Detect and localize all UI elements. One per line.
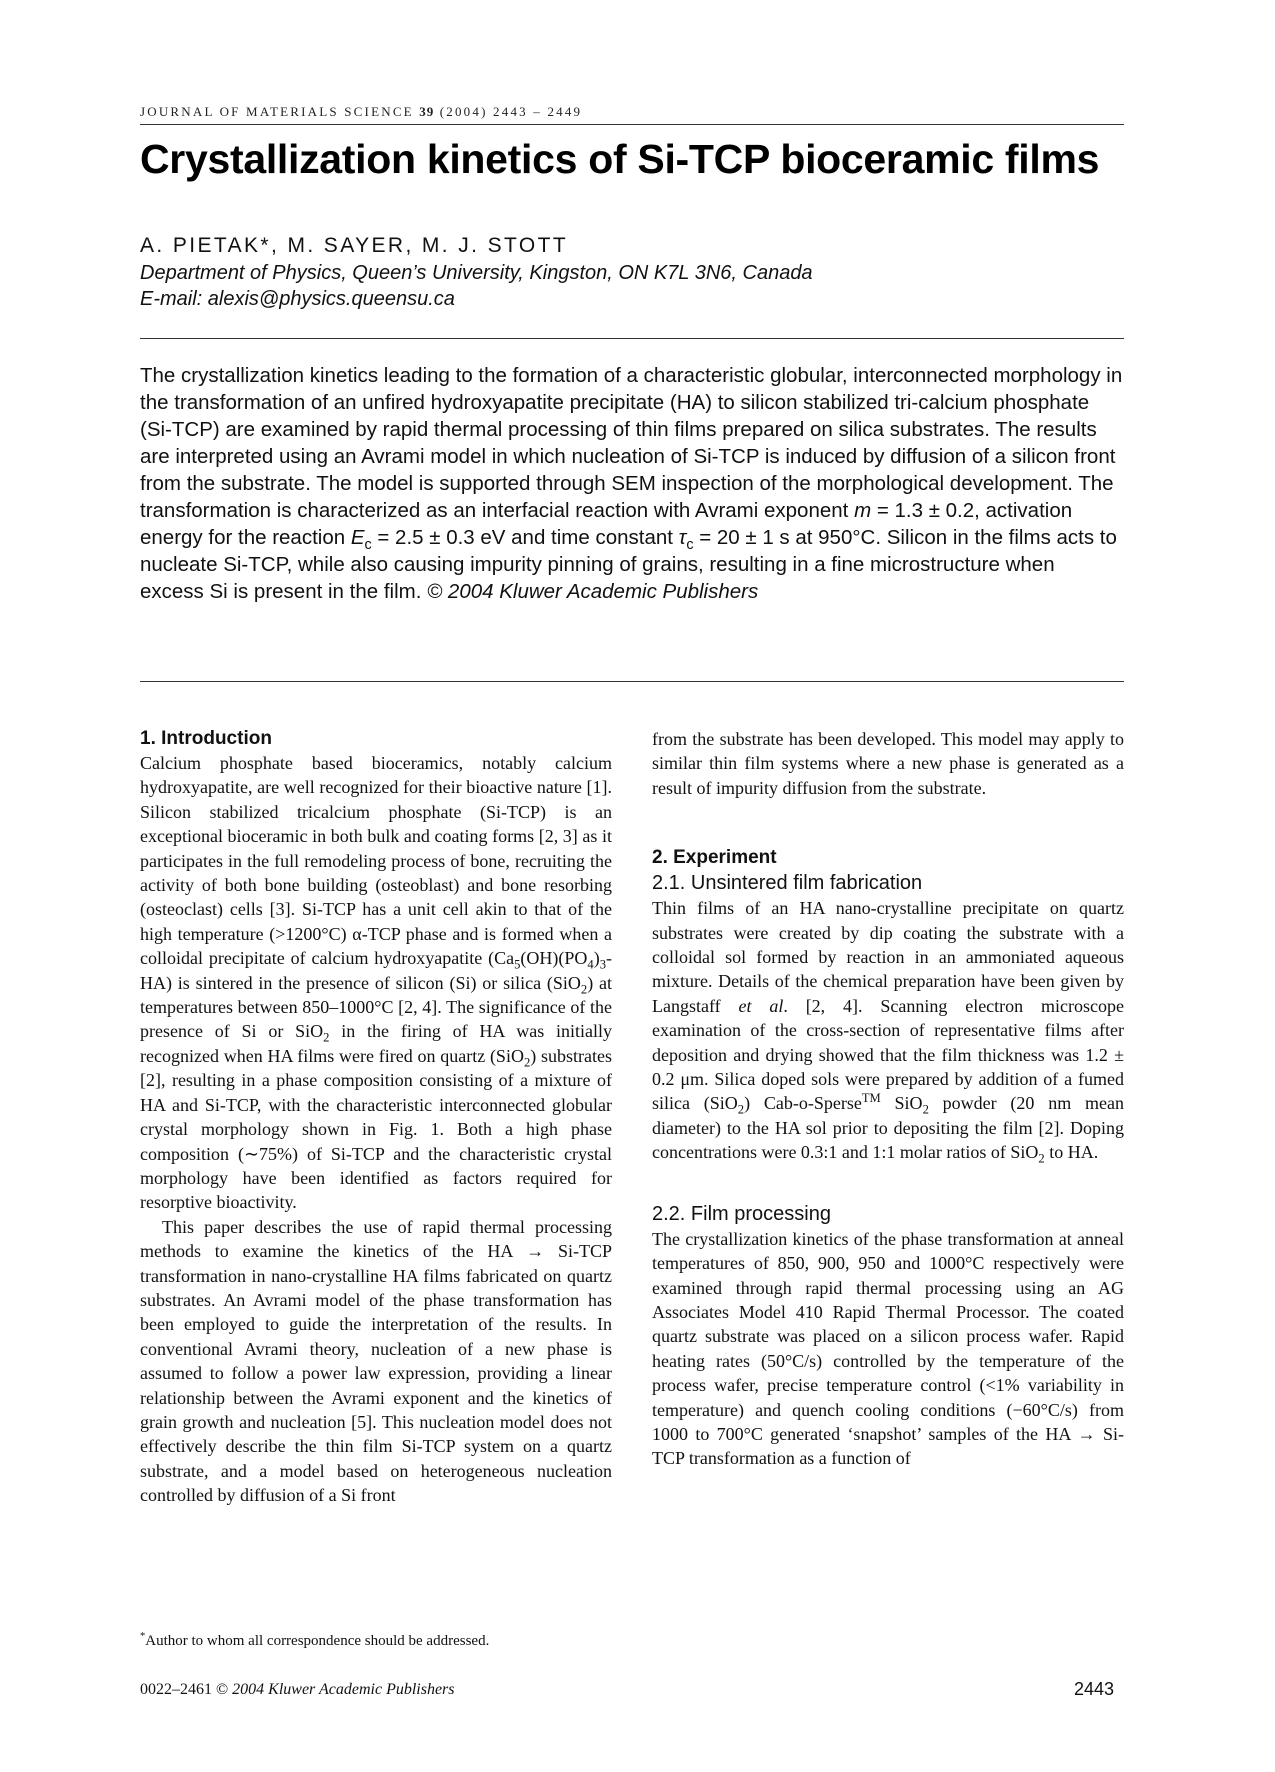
author-email: E-mail: alexis@physics.queensu.ca (140, 288, 455, 310)
journal-volume: 39 (419, 104, 435, 119)
activation-energy-subscript: c (364, 537, 372, 554)
paper-title: Crystallization kinetics of Si-TCP bioceramic films (140, 136, 1100, 182)
avrami-exponent-symbol: m (854, 499, 872, 522)
avrami-exponent-value: = 1.3 ± 0.2, activation energy for the reaction (140, 499, 1073, 549)
issn-code: 0022–2461 © (140, 1681, 233, 1698)
page-number: 2443 (1074, 1679, 1115, 1699)
introduction-paragraph-1: Calcium phosphate based bioceramics, notably calcium hydroxyapatite, are well recognized for their bioactive nature [1]. Silicon stabilized tricalcium phosphate (Si-TCP) is an exceptional bioceramic in both bulk and coating forms [2, 3] as it participates in the full remodeling process of bone, recruiting the activity of both bone building (osteoblast) and bone resorbing (osteoclast) cells [3]. Si-TCP has a unit cell akin to that of the high temperature (>1200°C) α-TCP phase and is formed when a colloidal precipitate of calcium hydroxyapatite $(Ca_5(OH)(PO_4)_3-HA)$ is sintered in the presence of silicon (Si) or silica (SiO$_2$) at temperatures between 850–1000°C [2, 4]. The significance of the presence of Si or SiO$_2$ in the firing of HA was initially recognized when HA films were fired on quartz (SiO$_2$) substrates [2], resulting in a phase composition consisting of a mixture of HA and Si-TCP, with the characteristic interconnected globular crystal morphology shown in Fig. 1. Both a high phase composition (∼75%) of Si-TCP and the characteristic crystal morphology have been identified as factors required for resorptive bioactivity. (140, 753, 613, 1213)
journal-name: JOURNAL OF MATERIALS SCIENCE (140, 104, 414, 119)
issn-line (140, 1681, 455, 1699)
introduction-paragraph-2: This paper describes the use of rapid thermal processing methods to examine the kinetics of the HA → Si-TCP transformation in nano-crystalline HA films fabricated on quartz substrates. An Avrami model of the phase transformation has been employed to guide the interpretation of the results. In conventional Avrami theory, nucleation of a new phase is assumed to follow a power law expression, providing a linear relationship between the Avrami exponent and the kinetics of grain growth and nucleation [5]. This nucleation model does not effectively describe the thin film Si-TCP system on a quartz substrate, and a model based on heterogeneous nucleation controlled by diffusion of a Si front (140, 1216, 612, 1506)
film-fabrication-heading: 2.1. Unsintered film fabrication (652, 872, 923, 895)
abstract-copyright: © 2004 Kluwer Academic Publishers (421, 580, 759, 603)
abstract-text-1: The crystallization kinetics leading to the formation of a characteristic globular, interconnected morphology in the transformation of an unfired hydroxyapatite precipitate (HA) to silicon stabilized tri-calcium phosphate (Si-TCP) are examined by rapid thermal processing of thin films prepared on silica substrates. The results are interpreted using an Avrami model in which nucleation of Si-TCP is induced by diffusion of a silicon front from the substrate. The model is supported through SEM inspection of the morphological development. The transformation is characterized as an interfacial reaction with Avrami exponent (140, 364, 1123, 522)
footnote-mark: * (140, 1631, 146, 1642)
footnote (140, 1633, 489, 1650)
abstract-bottom-rule (140, 681, 1124, 682)
activation-energy-value: = 2.5 ± 0.3 eV and time constant (371, 526, 679, 549)
issn-publisher: 2004 Kluwer Academic Publishers (232, 1681, 455, 1698)
author-list: A. PIETAK*, M. SAYER, M. J. STOTT (140, 234, 569, 257)
abstract (140, 362, 1124, 605)
affiliation: Department of Physics, Queen’s University, Kingston, ON K7L 3N6, Canada (140, 262, 813, 284)
film-fabrication-paragraph: Thin films of an HA nano-crystalline precipitate on quartz substrates were created by dip coating the substrate with a colloidal sol formed by reaction in an ammoniated aqueous mixture. Details of the chemical preparation have been given by Langstaff et al. [2, 4]. Scanning electron microscope examination of the cross-section of representative films after deposition and drying showed that the film thickness was 1.2 ± 0.2 μm. Silica doped sols were prepared by addition of a fumed silica (SiO$_2$) Cab-o-Sperse™ SiO$_2$ powder (20 nm mean diameter) to the HA sol prior to depositing the film [2]. Doping concentrations were 0.3:1 and 1:1 molar ratios of SiO$_2$ to HA. (652, 898, 1124, 1166)
journal-year-pages: (2004) 2443 – 2449 (439, 104, 583, 119)
introduction-heading: 1. Introduction (140, 728, 272, 749)
abstract-top-rule (140, 338, 1124, 339)
time-constant-subscript: c (686, 537, 694, 554)
film-processing-paragraph: The crystallization kinetics of the phase transformation at anneal temperatures of 850, 900, 950 and 1000°C respectively were examined through rapid thermal processing using an AG Associates Model 410 Rapid Thermal Processor. The coated quartz substrate was placed on a silicon process wafer. Rapid heating rates (50°C/s) controlled by the temperature of the process wafer, precise temperature control (<1% variability in temperature) and quench cooling conditions (−60°C/s) from 1000 to 700°C generated ‘snapshot’ samples of the HA → Si-TCP transformation as a function of (652, 1228, 1124, 1469)
left-column (140, 727, 612, 1508)
time-constant-symbol: τ (678, 526, 687, 549)
header-rule (140, 124, 1124, 125)
introduction-paragraph-2-continued: from the substrate has been developed. This model may apply to similar thin film systems where a new phase is generated as a result of impurity diffusion from the substrate. (652, 729, 1124, 798)
experiment-heading: 2. Experiment (652, 847, 777, 869)
running-head (140, 104, 1120, 120)
right-column (652, 727, 1124, 1471)
film-processing-heading: 2.2. Film processing (652, 1202, 831, 1225)
activation-energy-symbol: E (350, 526, 365, 549)
abstract-text-2: = 20 ± 1 s at 950°C. Silicon in the films acts to nucleate Si-TCP, while also causing impurity pinning of grains, resulting in a fine microstructure when excess Si is present in the film. (140, 526, 1117, 603)
footnote-text: Author to whom all correspondence should be addressed. (145, 1633, 490, 1649)
